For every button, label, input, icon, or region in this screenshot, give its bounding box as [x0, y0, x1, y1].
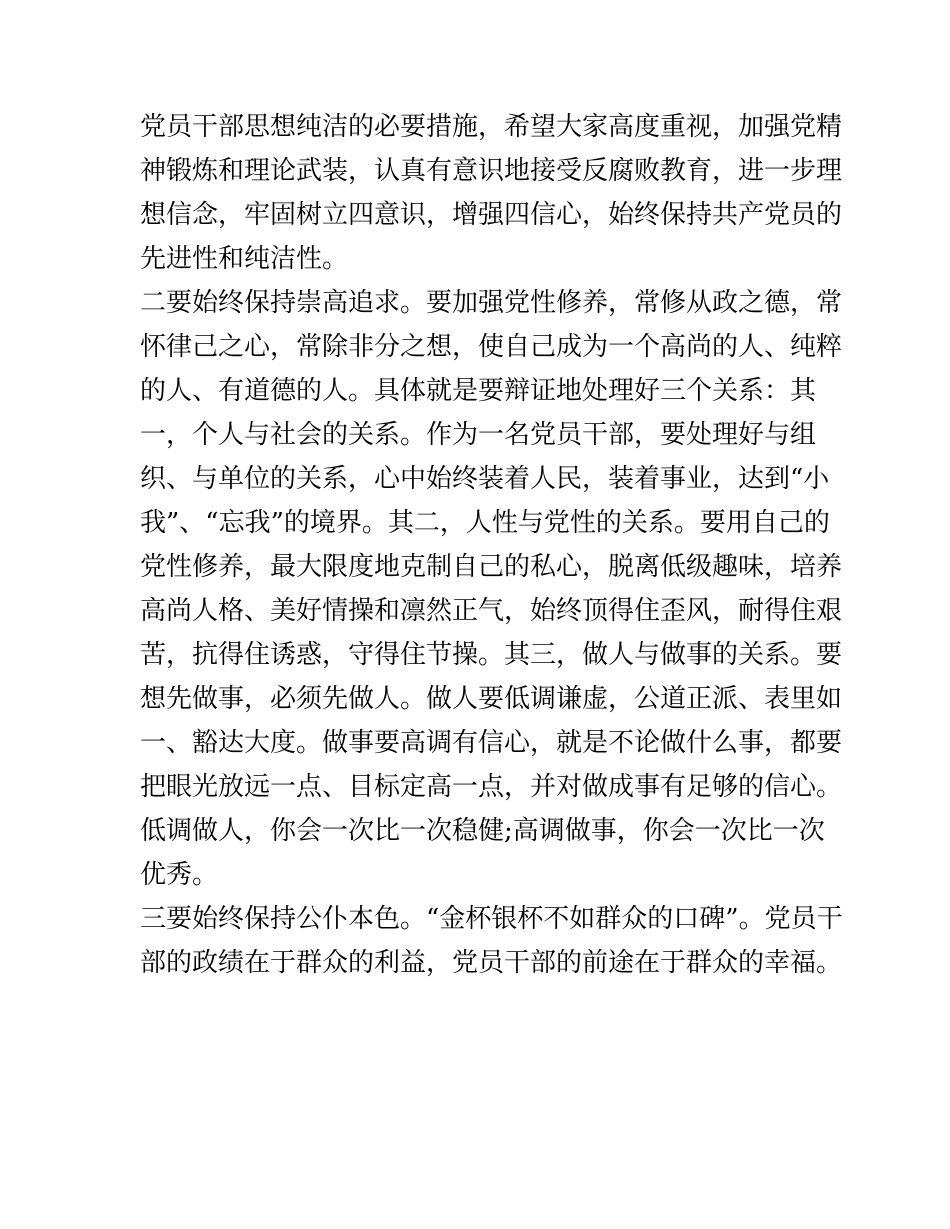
text-line: 把眼光放远一点、目标定高一点，并对做成事有足够的信心。	[140, 772, 843, 802]
text-line: 苦，抗得住诱惑，守得住节操。其三，做人与做事的关系。要	[140, 640, 843, 670]
text-line: 想信念，牢固树立四意识，增强四信心，始终保持共产党员的	[140, 200, 843, 230]
text-line: 我”、“忘我”的境界。其二，人性与党性的关系。要用自己的	[140, 508, 830, 538]
text-line: 优秀。	[140, 860, 219, 890]
text-line: 一、豁达大度。做事要高调有信心，就是不论做什么事，都要	[140, 728, 843, 758]
text-line: 部的政绩在于群众的利益，党员干部的前途在于群众的幸福。	[140, 948, 843, 978]
text-line: 党性修养，最大限度地克制自己的私心，脱离低级趣味，培养	[140, 552, 843, 582]
text-line: 的人、有道德的人。具体就是要辩证地处理好三个关系：其	[140, 376, 817, 406]
document-body	[140, 105, 843, 985]
text-line: 织、与单位的关系，心中始终装着人民，装着事业，达到“小	[140, 464, 830, 494]
text-line: 党员干部思想纯洁的必要措施，希望大家高度重视，加强党精	[140, 112, 843, 142]
text-line: 想先做事，必须先做人。做人要低调谦虚，公道正派、表里如	[140, 684, 843, 714]
text-line: 高尚人格、美好情操和凛然正气，始终顶得住歪风，耐得住艰	[140, 596, 843, 626]
text-line: 低调做人，你会一次比一次稳健;高调做事，你会一次比一次	[140, 816, 825, 846]
text-line: 神锻炼和理论武装，认真有意识地接受反腐败教育，进一步理	[140, 156, 843, 186]
text-line: 一，个人与社会的关系。作为一名党员干部，要处理好与组	[140, 420, 817, 450]
text-line: 二要始终保持崇高追求。要加强党性修养，常修从政之德，常	[140, 288, 843, 318]
text-line: 怀律己之心，常除非分之想，使自己成为一个高尚的人、纯粹	[140, 332, 843, 362]
text-line: 先进性和纯洁性。	[140, 244, 349, 274]
text-line: 三要始终保持公仆本色。“金杯银杯不如群众的口碑”。党员干	[140, 904, 843, 934]
